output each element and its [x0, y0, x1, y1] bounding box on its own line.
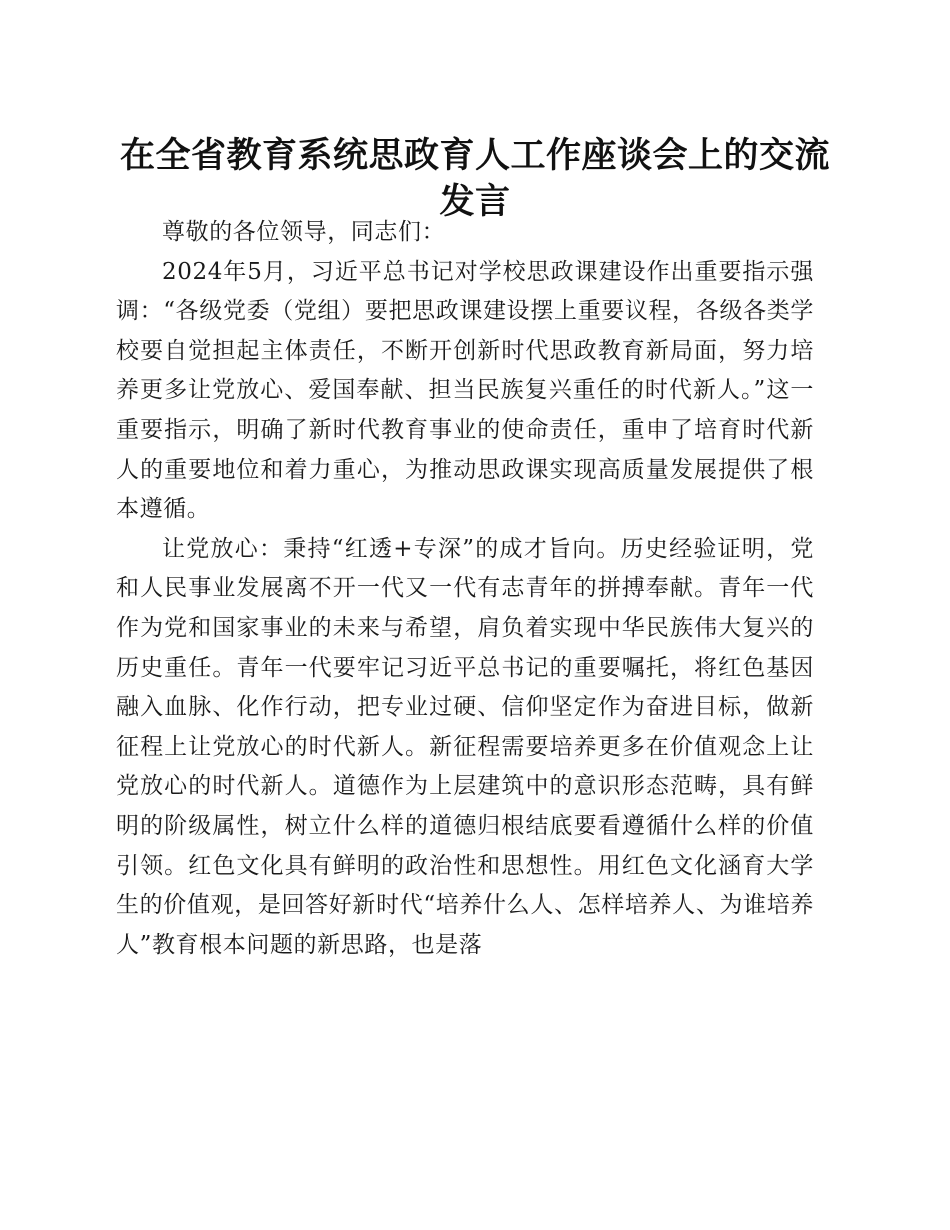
document-title: 在全省教育系统思政育人工作座谈会上的交流发言	[119, 135, 830, 222]
section-paragraph-rang-dang-fang-xin: 让党放心：秉持“红透+专深”的成才旨向。历史经验证明，党和人民事业发展离不开一代又一代有志青年的拼搏奉献。青年一代作为党和国家事业的未来与希望，肩负着实现中华民族伟大复兴的历史重任。青年一代要牢记习近平总书记的重要嘱托，将红色基因融入血脉、化作行动，把专业过硬、信仰坚定作为奋进目标，做新征程上让党放心的时代新人。新征程需要培养更多在价值观念上让党放心的时代新人。道德作为上层建筑中的意识形态范畴，具有鲜明的阶级属性，树立什么样的道德归根结底要看遵循什么样的价值引领。红色文化具有鲜明的政治性和思想性。用红色文化涵育大学生的价值观，是回答好新时代“培养什么人、怎样培养人、为谁培养人”教育根本问题的新思路，也是落	[116, 535, 814, 958]
document-body	[116, 213, 814, 965]
intro-paragraph: 2024年5月，习近平总书记对学校思政课建设作出重要指示强调：“各级党委（党组）要把思政课建设摆上重要议程，各级各类学校要自觉担起主体责任，不断开创新时代思政教育新局面，努力培养更多让党放心、爱国奉献、担当民族复兴重任的时代新人。”这一重要指示，明确了新时代教育事业的使命责任，重申了培育时代新人的重要地位和着力重心，为推动思政课实现高质量发展提供了根本遵循。	[116, 258, 814, 523]
salutation-paragraph: 尊敬的各位领导，同志们：	[162, 219, 446, 245]
